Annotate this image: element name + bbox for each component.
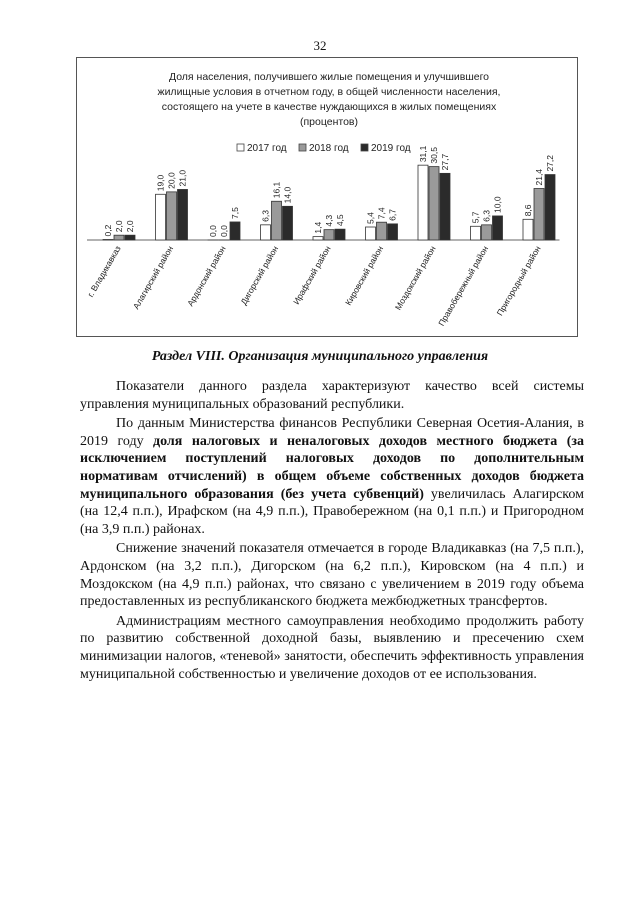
bar xyxy=(493,216,503,240)
data-label: 20,0 xyxy=(166,172,177,189)
bar xyxy=(429,167,439,240)
data-label: 0,0 xyxy=(219,225,229,237)
bar xyxy=(388,224,398,240)
category-label: Кировский район xyxy=(343,244,386,308)
bar xyxy=(440,173,450,240)
data-label: 7,4 xyxy=(376,207,387,220)
bar xyxy=(482,225,492,240)
bar xyxy=(230,222,240,240)
bar xyxy=(178,189,188,240)
bar xyxy=(335,229,345,240)
data-label: 7,5 xyxy=(230,207,240,219)
data-label: 8,6 xyxy=(523,204,533,217)
data-label: 5,4 xyxy=(365,212,376,225)
legend-swatch xyxy=(237,144,244,151)
data-label: 0,2 xyxy=(103,224,113,237)
bar xyxy=(125,235,135,240)
legend-swatch xyxy=(299,144,306,151)
bar xyxy=(261,225,271,240)
bar xyxy=(114,235,124,240)
bar xyxy=(418,165,428,240)
paragraph-tax-share xyxy=(80,415,584,538)
data-label: 27,2 xyxy=(545,155,555,172)
data-label: 0,0 xyxy=(208,225,218,237)
data-label: 4,5 xyxy=(335,214,345,227)
bar xyxy=(156,194,166,240)
bar xyxy=(523,219,533,240)
data-label: 21,0 xyxy=(177,169,188,187)
data-label: 6,3 xyxy=(260,210,271,222)
legend-label: 2019 год xyxy=(371,143,411,154)
bar xyxy=(324,230,334,240)
chart-title-line: (процентов) xyxy=(299,116,359,128)
data-label: 14,0 xyxy=(282,186,293,204)
bar xyxy=(534,189,544,240)
bar xyxy=(366,227,376,240)
indicator-name: доля налоговых и неналоговых доходов местного бюджета (за исключением поступлений налоговых доходов по дополнительным нормативам отчислений) в общем объеме собственных доходов бюджета муниципального образования (без учета субвенций) xyxy=(80,433,584,502)
page-number: 32 xyxy=(313,38,327,53)
data-label: 2,0 xyxy=(125,220,135,233)
paragraph-recommendation: Администрациям местного самоуправления необходимо продолжить работу по развитию собственной доходной базы, выявлению и пресечению схем минимизации налогов, «теневой» занятости, обеспечить эффективность управления муниципальной собственностью и увеличение доходов от ее использования. xyxy=(80,613,584,682)
category-label: Ардонский район xyxy=(185,244,228,308)
data-label: 6,3 xyxy=(481,210,492,222)
data-label: 19,0 xyxy=(155,174,166,192)
data-label: 31,1 xyxy=(418,145,428,163)
bar xyxy=(545,175,555,240)
data-label: 4,3 xyxy=(324,214,334,227)
category-label: Дигорский район xyxy=(238,244,281,307)
bar xyxy=(283,206,293,240)
data-label: 10,0 xyxy=(492,196,503,213)
paragraph-tax-share-start: По данным Министерства финансов Республики Северная Осетия-Алания, в 2019 году xyxy=(80,416,584,449)
bar xyxy=(167,192,177,240)
legend-label: 2018 год xyxy=(309,143,349,154)
data-label: 1,4 xyxy=(313,221,323,234)
bar xyxy=(377,222,387,240)
paragraph-tax-share-end: увеличилась Алагирском (на 12,4 п.п.), Ирафском (на 4,9 п.п.), Правобережном (на 0,1 п.п.) и Пригородном (на 3,9 п.п.) районах. xyxy=(80,486,584,537)
data-label: 6,7 xyxy=(387,209,398,221)
chart-container xyxy=(76,57,578,337)
data-label: 21,4 xyxy=(534,168,544,186)
data-label: 5,7 xyxy=(470,211,481,224)
category-label: Алагирский район xyxy=(130,244,176,311)
bar xyxy=(471,226,481,240)
chart-title-line: жилищные условия в отчетном году, в общей численности населения, xyxy=(157,86,501,98)
category-label: Пригородный район xyxy=(494,244,543,318)
data-label: 30,5 xyxy=(429,147,439,164)
chart-title-line: Доля населения, получившего жилые помещения и улучшившего xyxy=(168,71,490,83)
bar xyxy=(272,201,282,240)
paragraph-intro: Показатели данного раздела характеризуют качество всей системы управления муниципальных образований республики. xyxy=(80,379,584,412)
bar xyxy=(313,237,323,240)
bar-chart xyxy=(77,58,577,336)
data-label: 2,0 xyxy=(114,220,124,233)
section-heading: Раздел VIII. Организация муниципального управления xyxy=(151,349,489,364)
body-text xyxy=(80,378,584,683)
data-label: 16,1 xyxy=(271,181,282,199)
category-label: Моздокский район xyxy=(392,244,438,312)
category-label: Правобережный район xyxy=(436,244,491,328)
chart-title-line: состоящего на учете в качестве нуждающихся в жилых помещениях xyxy=(161,101,497,113)
data-label: 27,7 xyxy=(440,153,450,171)
legend-swatch xyxy=(361,144,368,151)
legend-label: 2017 год xyxy=(247,143,287,154)
category-label: Ирафский район xyxy=(291,244,333,307)
category-label: г. Владикавказ xyxy=(85,244,123,299)
paragraph-decrease: Снижение значений показателя отмечается в городе Владикавказ (на 7,5 п.п.), Ардонском (на 3,2 п.п.), Дигорском (на 6,2 п.п.), Кировском (на 4 п.п.) и Моздокском (на 4,9 п.п.) районах, что связано с увеличением в 2019 году объема предоставленных из республиканского бюджета межбюджетных трансфертов. xyxy=(80,541,584,610)
